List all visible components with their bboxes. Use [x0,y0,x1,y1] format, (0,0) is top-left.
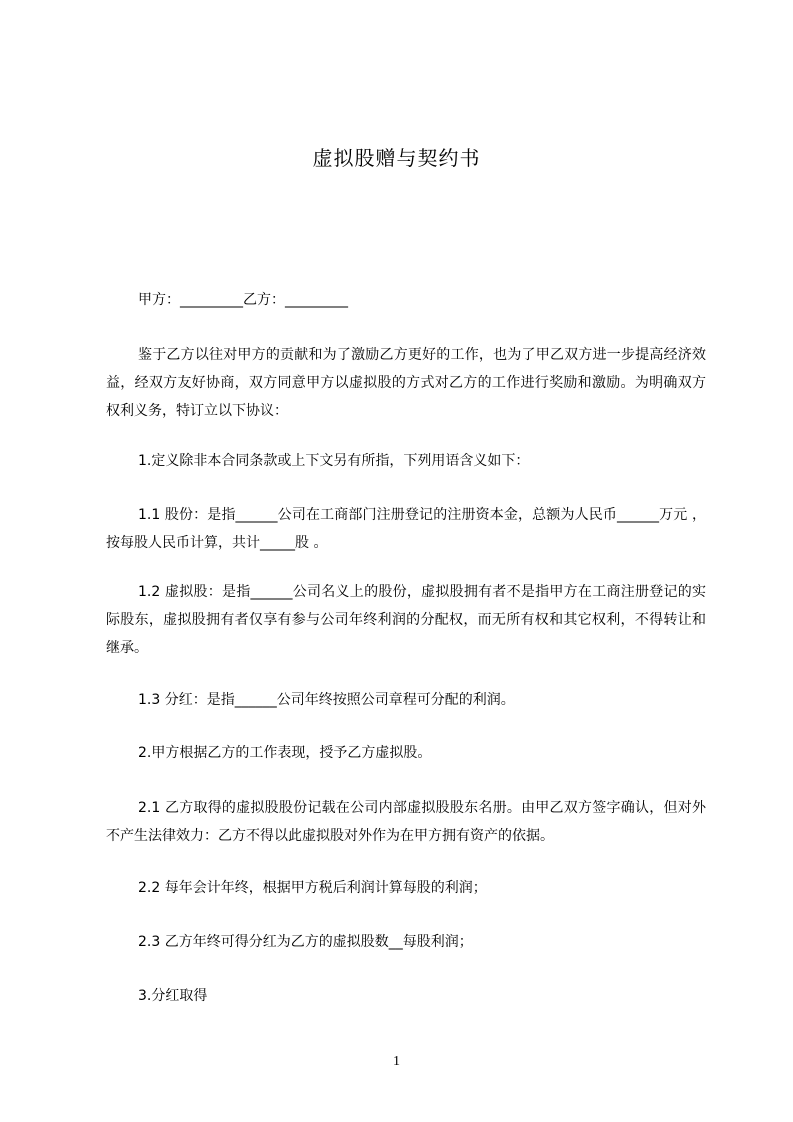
clause-2-1: 2.1 乙方取得的虚拟股股份记载在公司内部虚拟股股东名册。由甲乙双方签字确认，但对外不产生法律效力：乙方不得以此虚拟股对外作为在甲方拥有资产的依据。 [106,800,706,844]
clause-2-2: 2.2 每年会计年终，根据甲方税后利润计算每股的利润； [138,880,487,896]
parties-line: 甲方：_________乙方：_________ [138,292,348,308]
clause-2-3: 2.3 乙方年终可得分红为乙方的虚拟股数__每股利润； [138,934,473,950]
clause-1: 1.定义除非本合同条款或上下文另有所指，下列用语含义如下： [138,453,530,469]
clause-1-1: 1.1 股份：是指______公司在工商部门注册登记的注册资本金，总额为人民币______万元 ，按每股人民币计算，共计_____股 。 [106,507,706,551]
document-title: 虚拟股赠与契约书 [312,146,481,170]
clause-1-3: 1.3 分红：是指______公司年终按照公司章程可分配的利润。 [138,692,515,708]
page-number: 1 [393,1054,400,1069]
intro-paragraph: 鉴于乙方以往对甲方的贡献和为了激励乙方更好的工作，也为了甲乙双方进一步提高经济效益，经双方友好协商，双方同意甲方以虚拟股的方式对乙方的工作进行奖励和激励。为明确双方权利义务，特订立以下协议： [106,347,706,419]
clause-2: 2.甲方根据乙方的工作表现，授予乙方虚拟股。 [138,745,432,761]
clause-3: 3.分红取得 [138,988,208,1004]
clause-1-2: 1.2 虚拟股：是指______公司名义上的股份，虚拟股拥有者不是指甲方在工商注册登记的实际股东，虚拟股拥有者仅享有参与公司年终利润的分配权，而无所有权和其它权利，不得转让和继承。 [106,584,706,656]
